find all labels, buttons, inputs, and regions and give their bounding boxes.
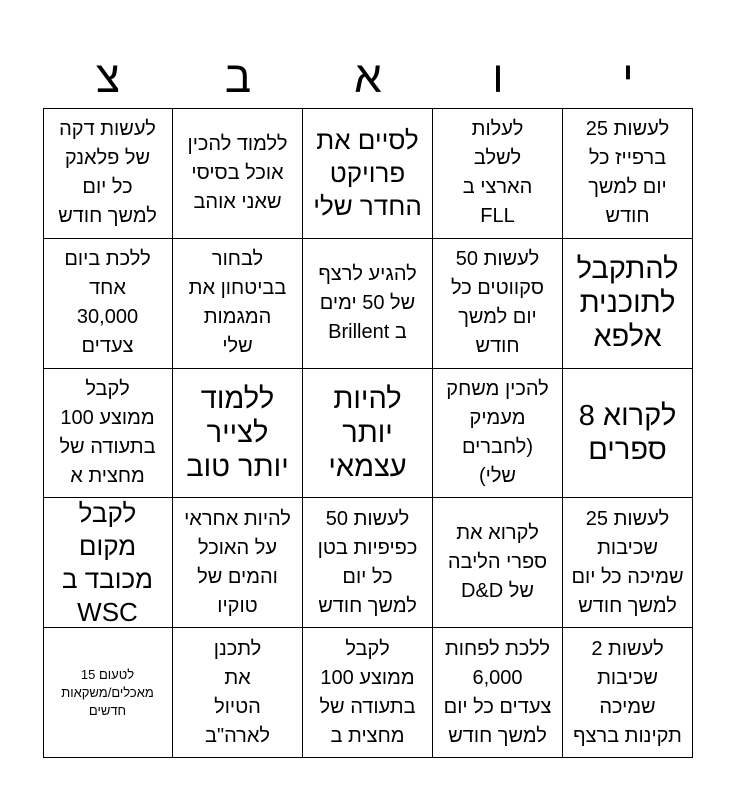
bingo-cell[interactable]	[433, 498, 563, 628]
cell-text: להתקבל לתוכנית אלפא	[576, 253, 679, 354]
cell-text: לקבל מקום מכובד ב WSC	[62, 498, 153, 627]
cell-text: לקבל ממוצע 100 בתעודה של מחצית א	[59, 377, 156, 487]
header-letter: צ	[96, 53, 120, 102]
bingo-cell[interactable]	[173, 498, 303, 628]
bingo-cell[interactable]	[173, 628, 303, 758]
cell-text: לבחור בביטחון את המגמות שלי	[188, 248, 287, 358]
cell-text: לקרוא 8 ספרים	[578, 399, 677, 466]
bingo-cell[interactable]	[433, 369, 563, 499]
bingo-cell[interactable]	[173, 369, 303, 499]
cell-text: לקרוא את ספרי הליבה של D&D	[447, 522, 548, 603]
bingo-cell[interactable]	[563, 369, 693, 499]
cell-text: לתכנן את הטיול לארה"ב	[205, 637, 270, 747]
bingo-cell[interactable]	[43, 498, 173, 628]
bingo-cell[interactable]	[433, 239, 563, 369]
bingo-cell[interactable]	[303, 628, 433, 758]
cell-text: לטעום 15 מאכלים/משקאות חדשים	[61, 666, 154, 718]
bingo-cell[interactable]	[303, 239, 433, 369]
cell-text: ללכת ביום אחד 30,000 צעדים	[64, 248, 151, 358]
bingo-cell[interactable]	[563, 628, 693, 758]
cell-text: לעשות 25 שכיבות שמיכה כל יום למשך חודש	[571, 507, 684, 617]
bingo-cell[interactable]	[43, 109, 173, 239]
cell-text: ללמוד לצייר יותר טוב	[186, 382, 289, 483]
cell-text: להגיע לרצף של 50 ימים ב Brillent	[318, 262, 417, 343]
bingo-cell[interactable]	[563, 498, 693, 628]
bingo-cell[interactable]	[173, 109, 303, 239]
bingo-cell[interactable]	[433, 628, 563, 758]
cell-text: ללמוד להכין אוכל בסיסי שאני אוהב	[187, 132, 288, 213]
cell-text: לעלות לשלב הארצי ב FLL	[462, 118, 533, 228]
bingo-cell[interactable]	[563, 109, 693, 239]
bingo-cell[interactable]	[303, 369, 433, 499]
cell-text: לעשות 2 שכיבות שמיכה תקינות ברצף	[573, 637, 682, 747]
bingo-cell[interactable]	[303, 109, 433, 239]
cell-text: לעשות 50 כפיפיות בטן כל יום למשך חודש	[317, 507, 418, 617]
bingo-cell[interactable]	[43, 628, 173, 758]
cell-text: לעשות 25 ברפייז כל יום למשך חודש	[585, 118, 670, 228]
bingo-cell[interactable]	[563, 239, 693, 369]
bingo-cell[interactable]	[43, 239, 173, 369]
header-letter: א	[354, 53, 382, 102]
header-letter: ו	[492, 53, 504, 102]
bingo-header	[43, 52, 693, 104]
header-letter: ב	[224, 53, 252, 102]
cell-text: לעשות דקה של פלאנק כל יום למשך חודש	[58, 118, 157, 228]
header-letter: י	[622, 53, 634, 102]
cell-text: להיות אחראי על האוכל והמים של טוקיו	[184, 507, 291, 617]
cell-text: לקבל ממוצע 100 בתעודה של מחצית ב	[319, 637, 416, 747]
cell-text: ללכת לפחות 6,000 צעדים כל יום למשך חודש	[443, 637, 552, 747]
bingo-cell[interactable]	[303, 498, 433, 628]
cell-text: לעשות 50 סקווטים כל יום למשך חודש	[451, 248, 544, 358]
bingo-cell[interactable]	[173, 239, 303, 369]
cell-text: להכין משחק מעמיק (לחברים שלי)	[446, 377, 549, 487]
cell-text: להיות יותר עצמאי	[328, 382, 407, 483]
bingo-cell[interactable]	[43, 369, 173, 499]
bingo-board	[43, 108, 693, 757]
bingo-cell[interactable]	[433, 109, 563, 239]
cell-text: לסיים את פרויקט החדר שלי	[313, 124, 422, 221]
